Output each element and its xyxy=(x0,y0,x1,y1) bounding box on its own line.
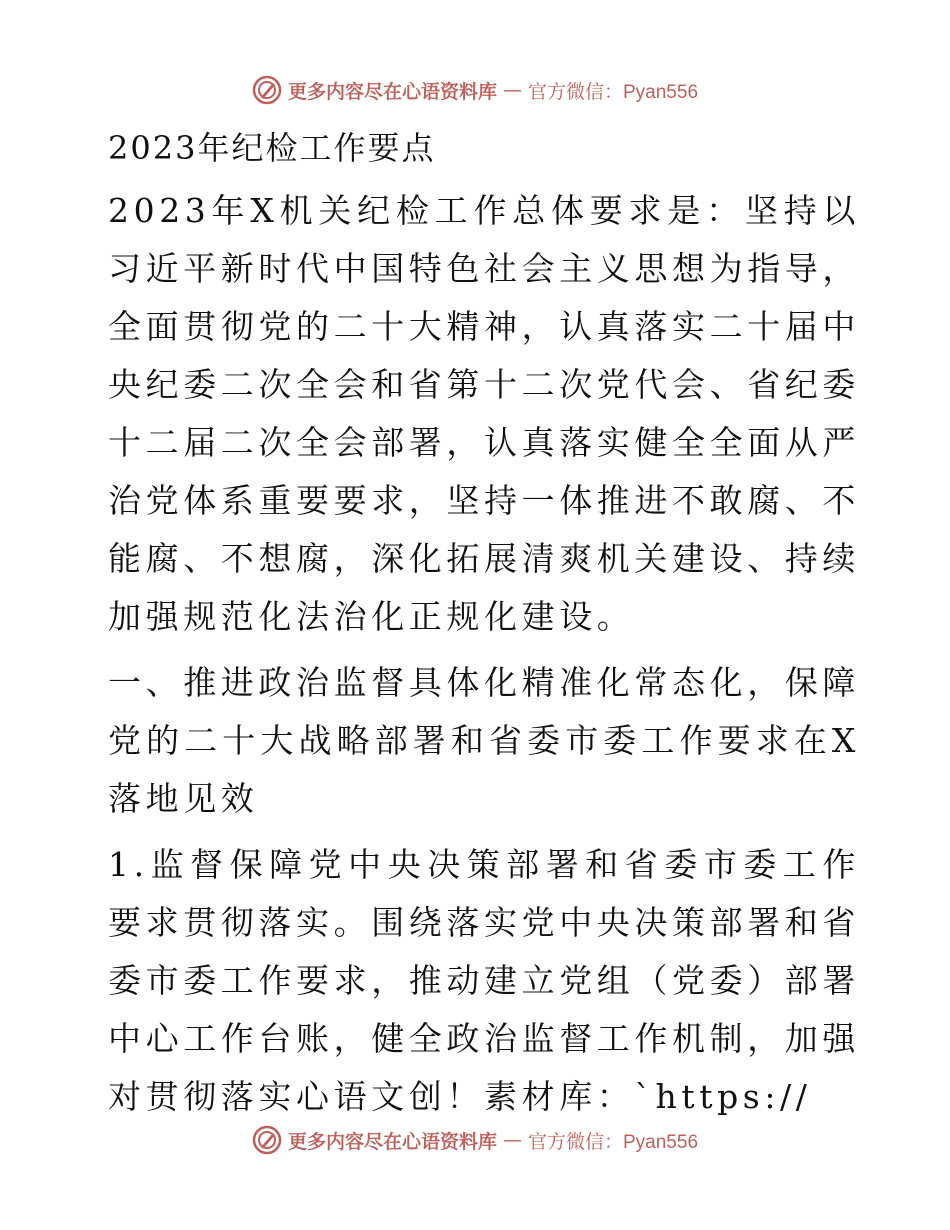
header-watermark xyxy=(0,70,950,110)
pen-logo-icon xyxy=(252,1125,282,1155)
pen-logo-icon xyxy=(252,75,282,105)
paragraph-item-1: 1.监督保障党中央决策部署和省委市委工作要求贯彻落实。围绕落实党中央决策部署和省委市委工作要求，推动建立党组（党委）部署中心工作台账，健全政治监督工作机制，加强对贯彻落实心语文创！素材库：`https:// xyxy=(108,845,860,1116)
watermark-text: 更多内容尽在心语资料库 xyxy=(287,1130,497,1153)
document-title: 2023年纪检工作要点 xyxy=(108,129,436,167)
section-heading-1: 一、推进政治监督具体化精准化常态化，保障党的二十大战略部署和省委市委工作要求在X落地见效 xyxy=(108,663,860,818)
document-body xyxy=(100,122,860,1134)
watermark-text: 更多内容尽在心语资料库 xyxy=(287,80,497,103)
watermark-separator: — xyxy=(503,79,522,101)
watermark-separator: — xyxy=(503,1129,522,1151)
watermark-suffix: 官方微信：Pyan556 xyxy=(528,1131,699,1153)
footer-watermark xyxy=(0,1120,950,1160)
watermark-suffix: 官方微信：Pyan556 xyxy=(528,81,699,103)
paragraph-overall-requirements: 2023年X机关纪检工作总体要求是：坚持以习近平新时代中国特色社会主义思想为指导，全面贯彻党的二十大精神，认真落实二十届中央纪委二次全会和省第十二次党代会、省纪委十二届二次全会部署，认真落实健全全面从严治党体系重要要求，坚持一体推进不敢腐、不能腐、不想腐，深化拓展清爽机关建设、持续加强规范化法治化正规化建设。 xyxy=(108,191,860,636)
